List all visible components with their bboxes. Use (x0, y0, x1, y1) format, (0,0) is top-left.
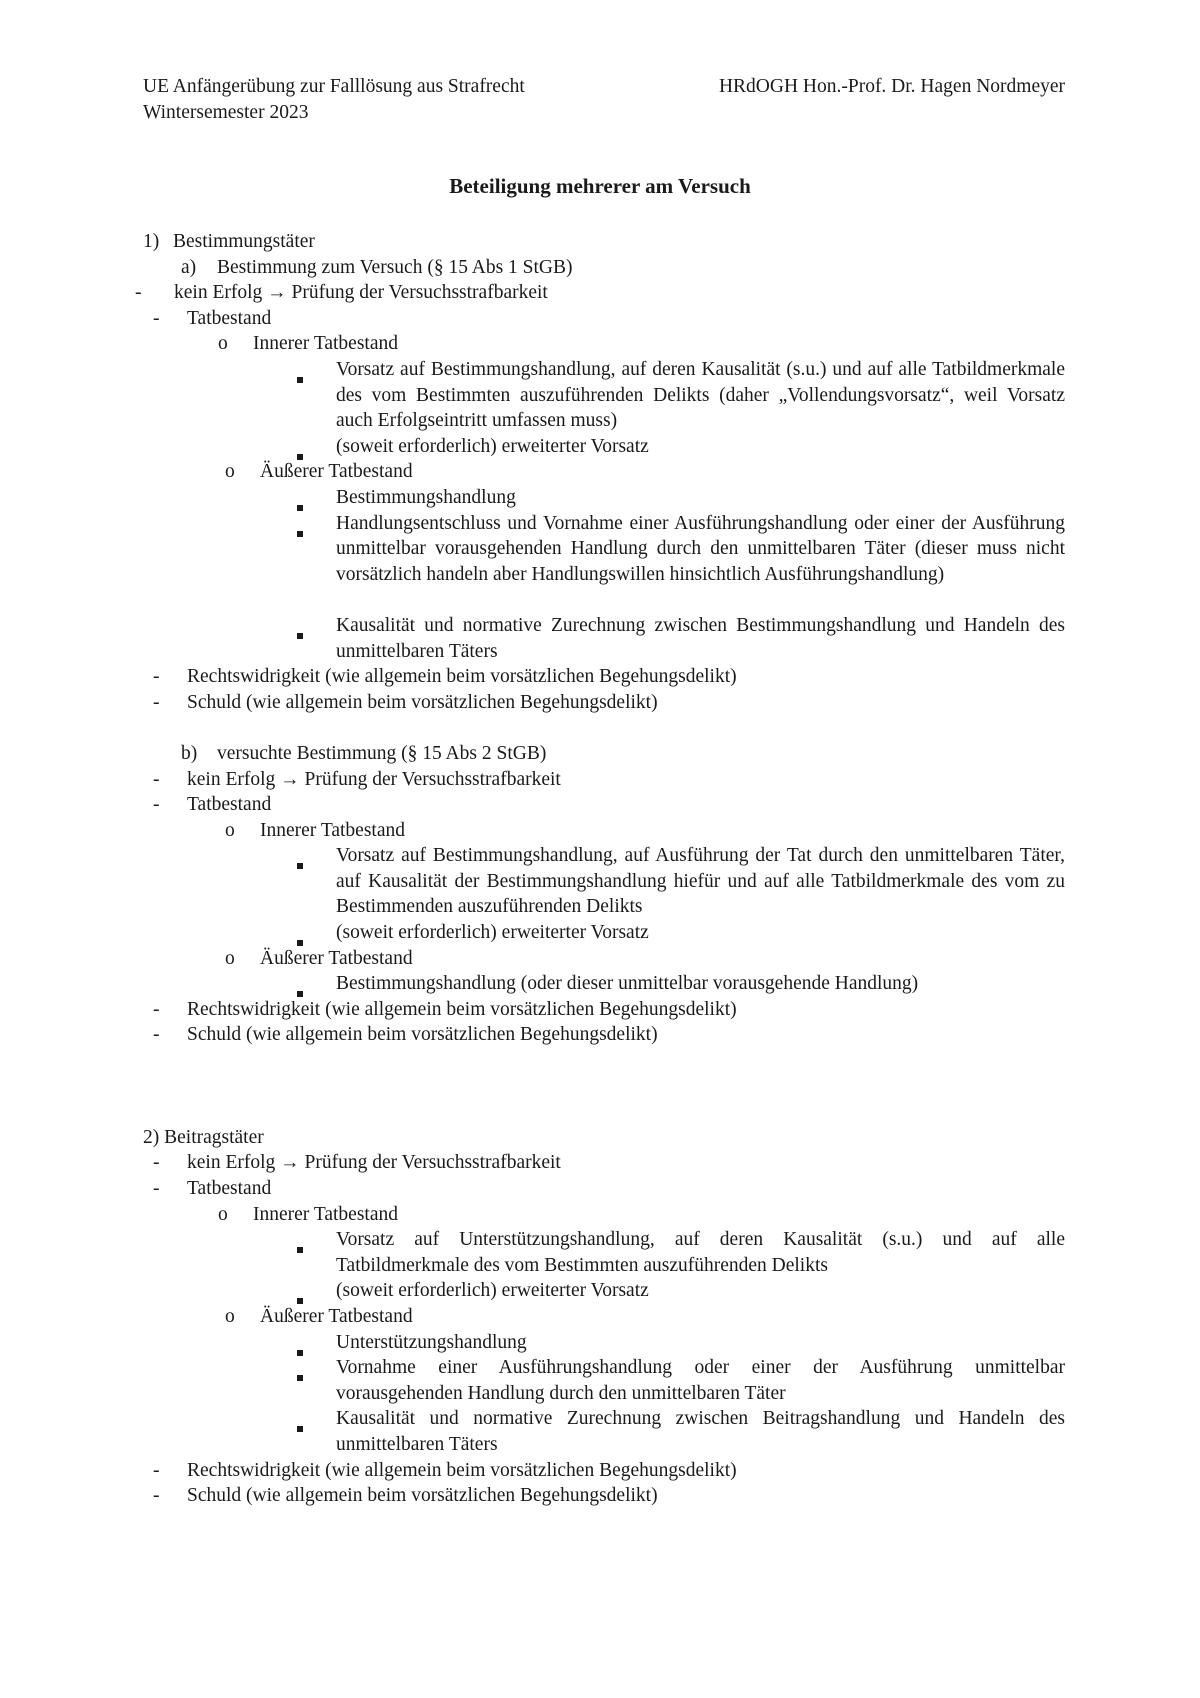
subsection-b-heading (0, 741, 1200, 767)
dash-marker: - (153, 1459, 160, 1481)
square-bullet-icon (297, 1375, 303, 1381)
square-bullet-icon (297, 633, 303, 639)
list-item (0, 920, 1200, 946)
list-text: Vorsatz auf Bestimmungshandlung, auf deren Kausalität (s.u.) und auf alle Tatbildmerkmale des vom Bestimmten auszuführenden Delikts (daher „Vollendungsvorsatz“, weil Vorsatz auch Erfolgseintritt umfassen muss) (336, 358, 1065, 432)
circle-marker: o (225, 819, 235, 841)
page-title: Beteiligung mehrerer am Versuch (449, 174, 751, 198)
circle-marker: o (225, 947, 235, 969)
list-text: Tatbestand (187, 794, 272, 816)
list-text: Vornahme einer Ausführungshandlung oder einer der Ausführung unmittelbar vorausgehenden Handlung durch den unmittelbaren Täter (336, 1357, 1065, 1404)
list-text: Äußerer Tatbestand (260, 947, 413, 969)
section-title: Bestimmungstäter (173, 231, 315, 252)
square-bullet-icon (297, 1247, 303, 1253)
list-text: kein Erfolg → Prüfung der Versuchsstrafbarkeit (187, 1152, 561, 1174)
list-text: Kausalität und normative Zurechnung zwischen Bestimmungshandlung und Handeln des unmittelbaren Täters (336, 614, 1065, 662)
dash-marker: - (153, 307, 160, 329)
list-item (0, 280, 1200, 306)
list-item (0, 997, 1200, 1023)
section-2-heading (0, 1125, 1200, 1151)
list-item (0, 357, 1200, 434)
list-item (0, 1227, 1200, 1278)
list-item (0, 664, 1200, 690)
list-text: kein Erfolg → Prüfung der Versuchsstrafbarkeit (174, 282, 548, 304)
list-item (0, 690, 1200, 716)
list-text: (soweit erforderlich) erweiterter Vorsatz (336, 435, 649, 457)
list-item (0, 1022, 1200, 1048)
list-text: Innerer Tatbestand (260, 819, 406, 841)
list-text: (soweit erforderlich) erweiterter Vorsatz (336, 1280, 649, 1302)
subsection-label: b) (181, 742, 198, 764)
list-item (0, 1150, 1200, 1176)
list-item (0, 1176, 1200, 1202)
list-text: Handlungsentschluss und Vornahme einer Ausführungshandlung oder einer der Ausführung unmittelbar vorausgehenden Handlung durch den unmittelbaren Täter (dieser muss nicht vorsätzlich handeln aber Handlungswillen hinsichtlich Ausführungshandlung) (336, 512, 1065, 585)
list-item (0, 306, 1200, 332)
list-text: Bestimmungshandlung (336, 486, 516, 508)
dash-marker: - (153, 794, 160, 816)
dash-marker: - (153, 1152, 160, 1174)
list-item (0, 1330, 1200, 1356)
list-item (0, 946, 1200, 972)
square-bullet-icon (297, 531, 303, 537)
list-text: (soweit erforderlich) erweiterter Vorsatz (336, 922, 649, 944)
outline (0, 229, 1200, 1509)
list-item (0, 1304, 1200, 1330)
list-text: Vorsatz auf Bestimmungshandlung, auf Ausführung der Tat durch den unmittelbaren Täter, auf Kausalität der Bestimmungshandlung hiefür und auf alle Tatbildmerkmale des vom zu Bestimmenden auszuführenden Delikts (336, 845, 1065, 918)
dash-marker: - (153, 998, 160, 1020)
list-item (0, 767, 1200, 793)
dash-marker: - (153, 666, 160, 688)
dash-marker: - (153, 691, 160, 713)
list-text: kein Erfolg → Prüfung der Versuchsstrafbarkeit (187, 768, 561, 790)
list-text: Tatbestand (187, 307, 272, 329)
list-text: Innerer Tatbestand (253, 1203, 399, 1225)
list-text: Schuld (wie allgemein beim vorsätzlichen Begehungsdelikt) (187, 1485, 658, 1507)
list-text: Rechtswidrigkeit (wie allgemein beim vorsätzlichen Begehungsdelikt) (187, 998, 737, 1020)
list-text: Tatbestand (187, 1178, 272, 1200)
list-text: Vorsatz auf Unterstützungshandlung, auf deren Kausalität (s.u.) und auf alle Tatbildmerkmale des vom Bestimmten auszuführenden Delikts (336, 1229, 1065, 1276)
list-item (0, 1483, 1200, 1509)
list-item (0, 1355, 1200, 1406)
dash-marker: - (153, 1485, 160, 1507)
list-item (0, 818, 1200, 844)
square-bullet-icon (297, 1426, 303, 1432)
list-item (0, 1458, 1200, 1484)
dash-marker: - (153, 1024, 160, 1046)
list-item (0, 485, 1200, 511)
list-text: Innerer Tatbestand (253, 333, 399, 355)
square-bullet-icon (297, 377, 303, 383)
list-text: Unterstützungshandlung (336, 1331, 527, 1353)
subsection-a-heading (0, 255, 1200, 281)
semester: Wintersemester 2023 (143, 102, 309, 123)
subsection-label: a) (181, 256, 197, 278)
circle-marker: o (218, 1203, 228, 1225)
list-item (0, 331, 1200, 357)
list-text: Schuld (wie allgemein beim vorsätzlichen Begehungsdelikt) (187, 1024, 658, 1046)
dash-marker: - (153, 768, 160, 790)
subsection-title: versuchte Bestimmung (§ 15 Abs 2 StGB) (217, 742, 547, 764)
list-item (0, 613, 1200, 664)
list-item (0, 434, 1200, 460)
list-item (0, 511, 1200, 613)
list-text: Kausalität und normative Zurechnung zwischen Beitragshandlung und Handeln des unmittelbaren Täters (336, 1408, 1065, 1455)
dash-marker: - (153, 1178, 160, 1200)
list-item (0, 459, 1200, 485)
list-item (0, 792, 1200, 818)
list-text: Schuld (wie allgemein beim vorsätzlichen Begehungsdelikt) (187, 691, 658, 713)
circle-marker: o (225, 1305, 235, 1327)
course-title: UE Anfängerübung zur Falllösung aus Strafrecht (143, 76, 525, 97)
section-title: 2) Beitragstäter (143, 1126, 264, 1148)
list-item (0, 1202, 1200, 1228)
list-text: Äußerer Tatbestand (260, 1305, 413, 1327)
list-text: Rechtswidrigkeit (wie allgemein beim vorsätzlichen Begehungsdelikt) (187, 1459, 737, 1481)
list-item (0, 843, 1200, 920)
list-text: Äußerer Tatbestand (260, 461, 413, 483)
section-number: 1) (143, 231, 160, 252)
list-item (0, 1278, 1200, 1304)
section-1-heading (0, 229, 1200, 255)
dash-marker: - (135, 282, 142, 304)
circle-marker: o (218, 333, 228, 355)
lecturer: HRdOGH Hon.-Prof. Dr. Hagen Nordmeyer (718, 76, 1065, 97)
subsection-title: Bestimmung zum Versuch (§ 15 Abs 1 StGB) (217, 256, 573, 278)
circle-marker: o (225, 461, 235, 483)
square-bullet-icon (297, 863, 303, 869)
list-item (0, 971, 1200, 997)
list-item (0, 1406, 1200, 1457)
list-text: Rechtswidrigkeit (wie allgemein beim vorsätzlichen Begehungsdelikt) (187, 666, 737, 688)
list-text: Bestimmungshandlung (oder dieser unmittelbar vorausgehende Handlung) (336, 973, 919, 995)
